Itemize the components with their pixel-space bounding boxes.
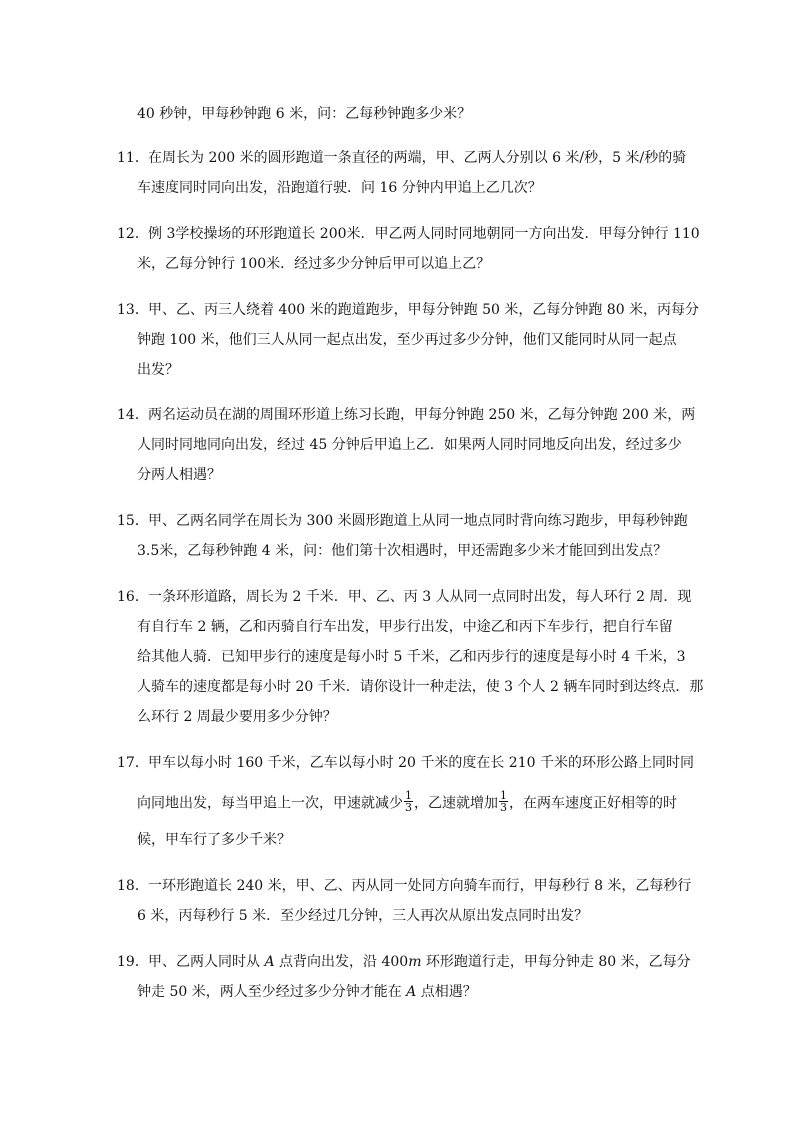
problem-15-number: 15． [117, 513, 149, 529]
point-a-label: A [264, 954, 275, 970]
problem-19-number: 19． [117, 954, 149, 970]
problem-13-line-2: 钟跑 100 米，他们三人从同一起点出发，至少再过多少分钟，他们又能同时从同一起点 [137, 332, 677, 348]
problem-19-line-1-part-2: 点背向出发，沿 400 [274, 954, 409, 970]
problem-12-line-2: 米，乙每分钟行 100米．经过多少分钟后甲可以追上乙？ [137, 256, 491, 272]
problem-12-line-1: 例 3学校操场的环形跑道长 200米．甲乙两人同时同地朝同一方向出发．甲每分钟行 110 [148, 226, 700, 242]
problem-16-number: 16． [117, 589, 149, 605]
problem-19-line-1-part-3: 环形跑道行走，甲每分钟走 80 米，乙每分 [421, 954, 691, 970]
fraction-numerator: 1 [405, 789, 412, 802]
problem-14-line-1: 两名运动员在湖的周围环形道上练习长跑，甲每分钟跑 250 米，乙每分钟跑 200 米，两 [148, 407, 696, 423]
problem-11-line-2: 车速度同时同向出发，沿跑道行驶．问 16 分钟内甲追上乙几次？ [137, 180, 542, 196]
problem-10-line-1: 40 秒钟，甲每秒钟跑 6 米，问：乙每秒钟跑多少米？ [137, 106, 472, 122]
unit-meter: m [408, 954, 422, 970]
problem-19-line-1-part-1: 甲、乙两人同时从 [148, 954, 265, 970]
problem-13-number: 13． [117, 302, 149, 318]
problem-14-line-3: 分两人相遇？ [137, 467, 221, 483]
fraction-denominator: 3 [405, 801, 412, 814]
problem-14-number: 14． [117, 407, 149, 423]
problem-16-line-1: 一条环形道路，周长为 2 千米．甲、乙、丙 3 人从同一点同时出发，每人环行 2 周．现 [148, 589, 692, 605]
problem-16-line-5: 么环行 2 周最少要用多少分钟？ [137, 709, 337, 725]
problem-15-line-1: 甲、乙两名同学在周长为 300 米圆形跑道上从同一地点同时背向练习跑步，甲每秒钟跑 [148, 513, 688, 529]
problem-16-line-3: 给其他人骑．已知甲步行的速度是每小时 5 千米，乙和丙步行的速度是每小时 4 千米，3 [137, 649, 686, 665]
problem-12-number: 12． [117, 226, 149, 242]
problem-19-line-1 [148, 952, 691, 972]
problem-17-line-2-part-2: ，乙速就增加 [414, 795, 498, 812]
problem-13-line-3: 出发？ [137, 362, 179, 378]
problem-17-number: 17． [117, 755, 149, 771]
point-a-label: A [406, 984, 417, 1000]
problem-11-number: 11． [117, 150, 149, 166]
fraction-one-third [499, 790, 508, 813]
problem-18-line-1: 一环形跑道长 240 米，甲、乙、丙从同一处同方向骑车而行，甲每秒行 8 米，乙每秒行 [148, 878, 692, 894]
problem-17-line-2 [137, 789, 677, 815]
problem-13-line-1: 甲、乙、丙三人绕着 400 米的跑道跑步，甲每分钟跑 50 米，乙每分钟跑 80 米，丙每分 [148, 302, 700, 318]
problem-17-line-1: 甲车以每小时 160 千米，乙车以每小时 20 千米的度在长 210 千米的环形公路上同时同 [148, 755, 694, 771]
problem-17-line-2-part-3: ，在两车速度正好相等的时 [509, 795, 677, 812]
problem-17-line-2-part-1: 向同地出发，每当甲追上一次，甲速就减少 [137, 795, 403, 812]
problem-19-line-2-part-1: 钟走 50 米，两人至少经过多少分钟才能在 [137, 984, 407, 1000]
fraction-numerator: 1 [500, 789, 507, 802]
problem-19-line-2 [137, 982, 477, 1002]
problem-19-line-2-part-2: 点相遇？ [416, 984, 477, 1000]
problem-16-line-2: 有自行车 2 辆，乙和丙骑自行车出发，甲步行出发，中途乙和丙下车步行，把自行车留 [137, 619, 673, 635]
problem-17-line-3: 候，甲车行了多少千米？ [137, 832, 291, 848]
fraction-denominator: 3 [500, 801, 507, 814]
problem-15-line-2: 3.5米，乙每秒钟跑 4 米，问：他们第十次相遇时，甲还需跑多少米才能回到出发点？ [137, 543, 668, 559]
problem-16-line-4: 人骑车的速度都是每小时 20 千米．请你设计一种走法，使 3 个人 2 辆车同时到达终点．那 [137, 679, 704, 695]
fraction-one-third [404, 790, 413, 813]
problem-11-line-1: 在周长为 200 米的圆形跑道一条直径的两端，甲、乙两人分别以 6 米/秒，5 米/秒的骑 [148, 150, 687, 166]
problem-18-number: 18． [117, 878, 149, 894]
problem-14-line-2: 人同时同地同向出发，经过 45 分钟后甲追上乙．如果两人同时同地反向出发，经过多少 [137, 437, 682, 453]
problem-18-line-2: 6 米，丙每秒行 5 米．至少经过几分钟，三人再次从原出发点同时出发？ [137, 908, 589, 924]
